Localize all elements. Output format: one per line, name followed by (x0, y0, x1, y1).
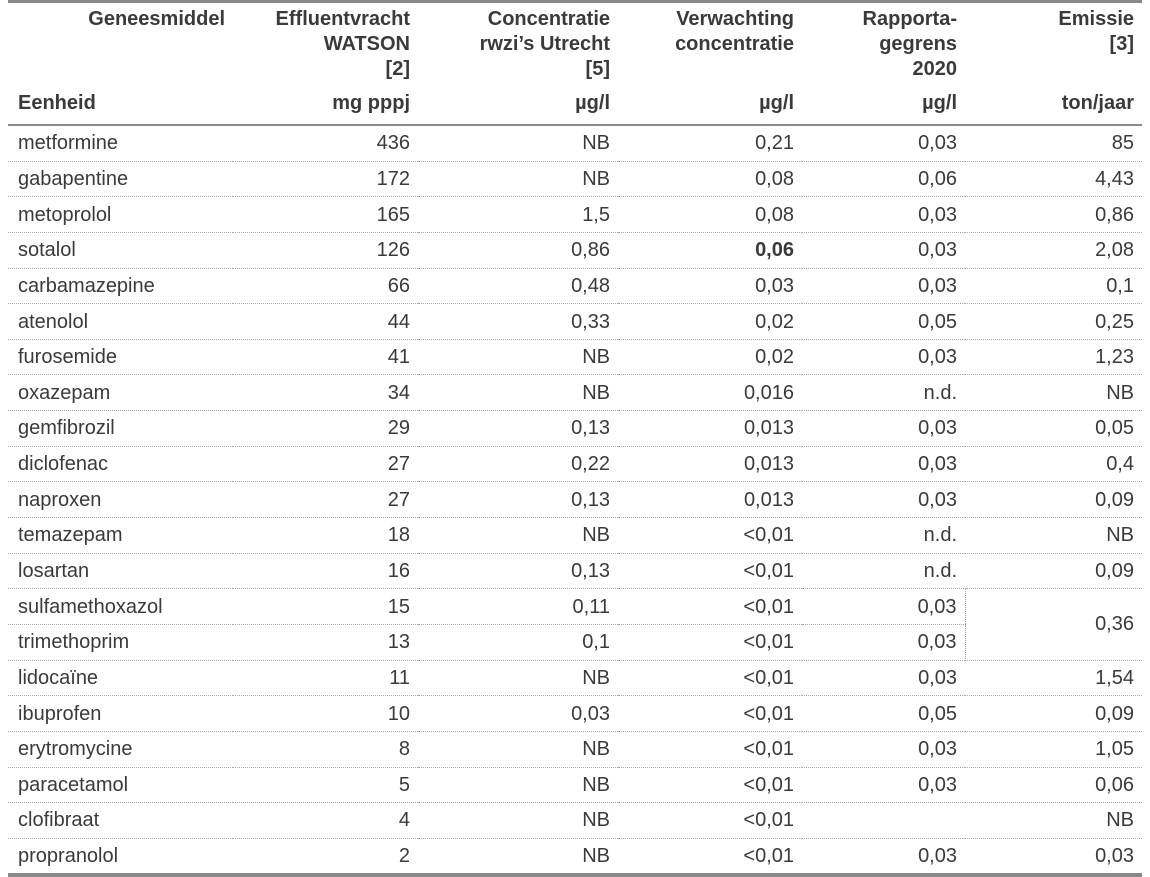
reporting-limit-cell: 0,03 (802, 660, 965, 696)
concentration-utrecht-cell: 0,33 (418, 304, 618, 340)
emission-cell: 0,03 (965, 838, 1142, 875)
effluent-load-cell: 41 (233, 339, 418, 375)
expected-concentration-cell: 0,016 (618, 375, 802, 411)
expected-concentration-cell: 0,03 (618, 268, 802, 304)
reporting-limit-cell: 0,06 (802, 161, 965, 197)
effluent-load-cell: 4 (233, 803, 418, 839)
emission-cell: 0,36 (965, 589, 1142, 660)
reporting-limit-cell: 0,03 (802, 411, 965, 447)
table-row (8, 232, 1142, 268)
emission-cell: 0,25 (965, 304, 1142, 340)
reporting-limit-cell: 0,03 (802, 731, 965, 767)
table-row (8, 446, 1142, 482)
effluent-load-cell: 44 (233, 304, 418, 340)
table-row (8, 838, 1142, 875)
expected-concentration-cell: <0,01 (618, 731, 802, 767)
medicines-table (8, 0, 1142, 877)
medicine-name-cell: gabapentine (8, 161, 233, 197)
concentration-utrecht-cell: NB (418, 660, 618, 696)
reporting-limit-cell: 0,03 (802, 624, 965, 660)
table-body (8, 125, 1142, 875)
concentration-utrecht-cell: 0,13 (418, 553, 618, 589)
table-row (8, 411, 1142, 447)
table-row (8, 304, 1142, 340)
emission-cell: 0,09 (965, 482, 1142, 518)
expected-concentration-cell: <0,01 (618, 518, 802, 554)
concentration-utrecht-cell: NB (418, 838, 618, 875)
effluent-load-cell: 66 (233, 268, 418, 304)
medicine-name-cell: paracetamol (8, 767, 233, 803)
medicine-name-cell: losartan (8, 553, 233, 589)
reporting-limit-cell: 0,03 (802, 232, 965, 268)
table-row (8, 268, 1142, 304)
expected-concentration-cell: 0,06 (618, 232, 802, 268)
effluent-load-cell: 5 (233, 767, 418, 803)
effluent-load-cell: 18 (233, 518, 418, 554)
reporting-limit-cell: 0,03 (802, 197, 965, 233)
emission-cell: NB (965, 518, 1142, 554)
reporting-limit-cell: 0,05 (802, 304, 965, 340)
effluent-load-cell: 172 (233, 161, 418, 197)
effluent-load-cell: 13 (233, 624, 418, 660)
emission-cell: 0,05 (965, 411, 1142, 447)
emission-cell: 0,09 (965, 553, 1142, 589)
medicine-name-cell: trimethoprim (8, 624, 233, 660)
emission-cell: 85 (965, 125, 1142, 161)
unit-label: Eenheid (8, 89, 233, 125)
expected-concentration-cell: 0,02 (618, 304, 802, 340)
effluent-load-cell: 165 (233, 197, 418, 233)
emission-cell: 4,43 (965, 161, 1142, 197)
emission-cell: 0,86 (965, 197, 1142, 233)
concentration-utrecht-cell: 0,48 (418, 268, 618, 304)
table-row (8, 518, 1142, 554)
header-effluentvracht: Effluentvracht WATSON [2] (233, 2, 418, 90)
expected-concentration-cell: <0,01 (618, 803, 802, 839)
table-row (8, 339, 1142, 375)
emission-cell: 1,23 (965, 339, 1142, 375)
table-row (8, 482, 1142, 518)
concentration-utrecht-cell: NB (418, 518, 618, 554)
table-header (8, 2, 1142, 126)
concentration-utrecht-cell: NB (418, 375, 618, 411)
medicine-name-cell: erytromycine (8, 731, 233, 767)
reporting-limit-cell: n.d. (802, 553, 965, 589)
table-row (8, 731, 1142, 767)
unit-verwachting: µg/l (618, 89, 802, 125)
medicine-name-cell: atenolol (8, 304, 233, 340)
effluent-load-cell: 11 (233, 660, 418, 696)
emission-cell: 0,4 (965, 446, 1142, 482)
expected-concentration-cell: <0,01 (618, 838, 802, 875)
table-row (8, 803, 1142, 839)
reporting-limit-cell: n.d. (802, 518, 965, 554)
effluent-load-cell: 16 (233, 553, 418, 589)
concentration-utrecht-cell: NB (418, 161, 618, 197)
table-row (8, 660, 1142, 696)
header-emissie: Emissie [3] (965, 2, 1142, 90)
unit-emissie: ton/jaar (965, 89, 1142, 125)
effluent-load-cell: 27 (233, 446, 418, 482)
concentration-utrecht-cell: 0,1 (418, 624, 618, 660)
effluent-load-cell: 10 (233, 696, 418, 732)
concentration-utrecht-cell: 0,22 (418, 446, 618, 482)
effluent-load-cell: 29 (233, 411, 418, 447)
table-row (8, 375, 1142, 411)
reporting-limit-cell (802, 803, 965, 839)
concentration-utrecht-cell: 0,03 (418, 696, 618, 732)
table-row (8, 125, 1142, 161)
expected-concentration-cell: <0,01 (618, 589, 802, 625)
concentration-utrecht-cell: NB (418, 767, 618, 803)
medicine-name-cell: clofibraat (8, 803, 233, 839)
reporting-limit-cell: 0,03 (802, 838, 965, 875)
concentration-utrecht-cell: 1,5 (418, 197, 618, 233)
medicine-name-cell: ibuprofen (8, 696, 233, 732)
concentration-utrecht-cell: NB (418, 731, 618, 767)
table-row (8, 197, 1142, 233)
medicine-name-cell: naproxen (8, 482, 233, 518)
medicine-name-cell: diclofenac (8, 446, 233, 482)
effluent-load-cell: 2 (233, 838, 418, 875)
expected-concentration-cell: 0,02 (618, 339, 802, 375)
expected-concentration-cell: <0,01 (618, 767, 802, 803)
effluent-load-cell: 34 (233, 375, 418, 411)
reporting-limit-cell: 0,03 (802, 446, 965, 482)
concentration-utrecht-cell: 0,86 (418, 232, 618, 268)
medicine-name-cell: sulfamethoxazol (8, 589, 233, 625)
medicine-name-cell: propranolol (8, 838, 233, 875)
expected-concentration-cell: <0,01 (618, 696, 802, 732)
reporting-limit-cell: 0,03 (802, 125, 965, 161)
reporting-limit-cell: 0,03 (802, 268, 965, 304)
effluent-load-cell: 15 (233, 589, 418, 625)
table-row (8, 696, 1142, 732)
table-row (8, 767, 1142, 803)
reporting-limit-cell: 0,03 (802, 589, 965, 625)
medicine-name-cell: sotalol (8, 232, 233, 268)
unit-concentratie: µg/l (418, 89, 618, 125)
medicine-name-cell: temazepam (8, 518, 233, 554)
emission-cell: 0,1 (965, 268, 1142, 304)
medicine-name-cell: metformine (8, 125, 233, 161)
effluent-load-cell: 27 (233, 482, 418, 518)
emission-cell: 1,54 (965, 660, 1142, 696)
concentration-utrecht-cell: 0,13 (418, 482, 618, 518)
concentration-utrecht-cell: NB (418, 125, 618, 161)
effluent-load-cell: 436 (233, 125, 418, 161)
medicine-name-cell: lidocaïne (8, 660, 233, 696)
concentration-utrecht-cell: NB (418, 803, 618, 839)
reporting-limit-cell: n.d. (802, 375, 965, 411)
concentration-utrecht-cell: 0,13 (418, 411, 618, 447)
expected-concentration-cell: 0,013 (618, 411, 802, 447)
expected-concentration-cell: 0,08 (618, 161, 802, 197)
reporting-limit-cell: 0,03 (802, 767, 965, 803)
table-container (8, 0, 1142, 877)
emission-cell: 0,06 (965, 767, 1142, 803)
expected-concentration-cell: 0,013 (618, 482, 802, 518)
header-verwachting: Verwachting concentratie (618, 2, 802, 90)
reporting-limit-cell: 0,05 (802, 696, 965, 732)
expected-concentration-cell: 0,08 (618, 197, 802, 233)
effluent-load-cell: 126 (233, 232, 418, 268)
medicine-name-cell: metoprolol (8, 197, 233, 233)
medicine-name-cell: carbamazepine (8, 268, 233, 304)
effluent-load-cell: 8 (233, 731, 418, 767)
header-geneesmiddel: Geneesmiddel (8, 2, 233, 90)
concentration-utrecht-cell: NB (418, 339, 618, 375)
expected-concentration-cell: 0,21 (618, 125, 802, 161)
expected-concentration-cell: <0,01 (618, 553, 802, 589)
emission-cell: NB (965, 803, 1142, 839)
emission-cell: 0,09 (965, 696, 1142, 732)
concentration-utrecht-cell: 0,11 (418, 589, 618, 625)
reporting-limit-cell: 0,03 (802, 482, 965, 518)
medicine-name-cell: gemfibrozil (8, 411, 233, 447)
table-row (8, 161, 1142, 197)
medicine-name-cell: oxazepam (8, 375, 233, 411)
emission-cell: 2,08 (965, 232, 1142, 268)
expected-concentration-cell: <0,01 (618, 660, 802, 696)
header-row (8, 2, 1142, 90)
emission-cell: NB (965, 375, 1142, 411)
header-rapportagegrens: Rapporta- gegrens 2020 (802, 2, 965, 90)
units-row (8, 89, 1142, 125)
expected-concentration-cell: <0,01 (618, 624, 802, 660)
expected-concentration-cell: 0,013 (618, 446, 802, 482)
medicine-name-cell: furosemide (8, 339, 233, 375)
table-row (8, 589, 1142, 625)
reporting-limit-cell: 0,03 (802, 339, 965, 375)
table-row (8, 553, 1142, 589)
emission-cell: 1,05 (965, 731, 1142, 767)
unit-rapportagegrens: µg/l (802, 89, 965, 125)
unit-effluentvracht: mg pppj (233, 89, 418, 125)
header-concentratie: Concentratie rwzi’s Utrecht [5] (418, 2, 618, 90)
